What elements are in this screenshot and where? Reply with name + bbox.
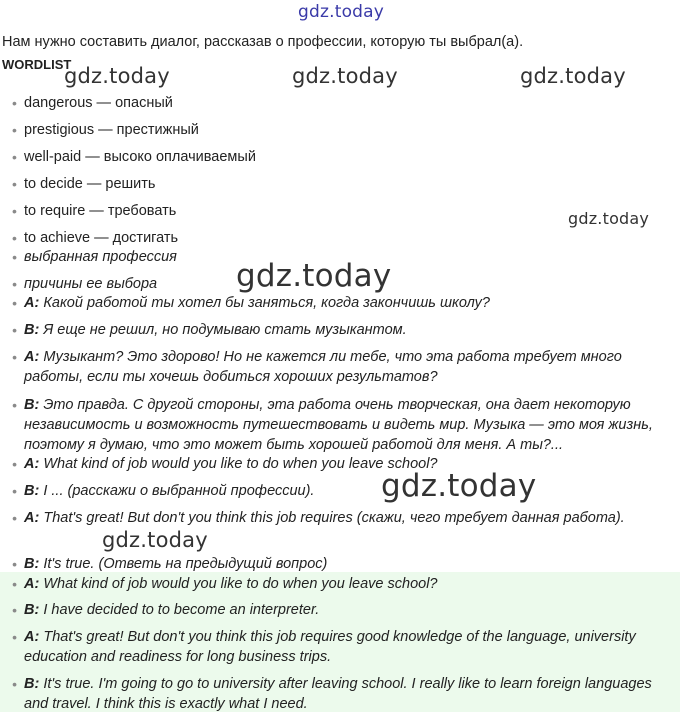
answer-line: • B: I have decided to to become an interpreter. xyxy=(12,602,320,618)
wordlist-item: • dangerous — опасный xyxy=(12,95,173,111)
dialogue-line: • B: It's true. (Ответь на предыдущий вопрос) xyxy=(12,556,328,572)
answer-line: • A: What kind of job would you like to do when you leave school? xyxy=(12,576,438,592)
wordlist-title: WORDLIST xyxy=(2,57,72,72)
watermark: gdz.today xyxy=(292,64,398,88)
wordlist-item: • prestigious — престижный xyxy=(12,122,199,138)
watermark: gdz.today xyxy=(568,209,650,228)
watermark: gdz.today xyxy=(102,528,208,552)
dialogue-line: • B: Я еще не решил, но подумываю стать музыкантом. xyxy=(12,322,407,338)
wordlist-item: • to achieve — достигать xyxy=(12,230,179,246)
plan-item: • выбранная профессия xyxy=(12,249,177,265)
dialogue-line: • A: What kind of job would you like to do when you leave school? xyxy=(12,456,438,472)
wordlist-item: • to decide — решить xyxy=(12,176,156,192)
watermark: gdz.today xyxy=(298,2,385,22)
dialogue-line: • B: I ... (расскажи о выбранной профессии). xyxy=(12,483,315,499)
watermark: gdz.today xyxy=(236,258,392,294)
answer-line: • A: That's great! But don't you think this job requires good knowledge of the language, university education and readiness for long business trips. xyxy=(12,629,636,665)
answer-line: • B: It's true. I'm going to go to university after leaving school. I really like to learn foreign languages and travel. I think this is exactly what I need. xyxy=(12,676,652,712)
task-intro: Нам нужно составить диалог, рассказав о профессии, которую ты выбрал(а). xyxy=(2,34,524,50)
dialogue-line: • A: Какой работой ты хотел бы заняться, когда закончишь школу? xyxy=(12,295,490,311)
wordlist-item: • to require — требовать xyxy=(12,203,177,219)
dialogue-line: • A: Музыкант? Это здорово! Но не кажется ли тебе, что эта работа требует много работы, если ты хочешь добиться хороших результатов? xyxy=(12,349,622,385)
plan-item: • причины ее выбора xyxy=(12,276,158,292)
dialogue-line: • B: Это правда. С другой стороны, эта работа очень творческая, она дает некоторую независимость и возможность путешествовать и видеть мир. Музыка — это моя жизнь, поэтому я думаю, что это может быть хорошей работой для меня. А ты?... xyxy=(12,397,653,453)
dialogue-line: • A: That's great! But don't you think this job requires (скажи, чего требует данная работа). xyxy=(12,510,625,526)
watermark: gdz.today xyxy=(381,468,537,504)
watermark: gdz.today xyxy=(520,64,626,88)
watermark: gdz.today xyxy=(64,64,170,88)
wordlist-item: • well-paid — высоко оплачиваемый xyxy=(12,149,256,165)
